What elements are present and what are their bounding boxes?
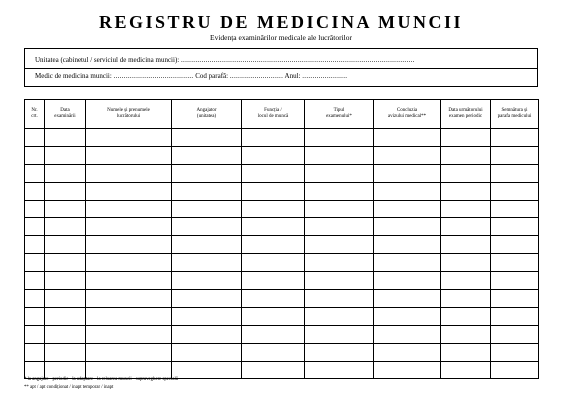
table-cell[interactable] (242, 164, 305, 182)
table-cell[interactable] (172, 236, 242, 254)
footnotes (24, 376, 178, 392)
table-cell[interactable] (491, 218, 539, 236)
col-header-signature: Semnătura și parafa medicului (491, 100, 539, 129)
table-cell[interactable] (305, 307, 374, 325)
table-cell[interactable] (25, 200, 45, 218)
table-row (25, 325, 539, 343)
table-cell[interactable] (491, 164, 539, 182)
table-cell[interactable] (172, 200, 242, 218)
table-row (25, 218, 539, 236)
table-cell[interactable] (491, 236, 539, 254)
table-cell[interactable] (491, 272, 539, 290)
table-cell[interactable] (374, 200, 441, 218)
table-row (25, 290, 539, 308)
unit-label: Unitatea (cabinetul / serviciul de medicina muncii): (35, 56, 180, 64)
table-cell[interactable] (441, 325, 491, 343)
table-cell[interactable] (441, 272, 491, 290)
table-cell[interactable] (25, 254, 45, 272)
table-cell[interactable] (45, 343, 86, 361)
table-row (25, 307, 539, 325)
table-cell[interactable] (25, 164, 45, 182)
table-cell[interactable] (86, 343, 172, 361)
table-cell[interactable] (86, 218, 172, 236)
table-cell[interactable] (86, 272, 172, 290)
table-cell[interactable] (86, 290, 172, 308)
table-cell[interactable] (491, 182, 539, 200)
table-cell[interactable] (441, 343, 491, 361)
table-cell[interactable] (374, 361, 441, 379)
table-cell[interactable] (374, 254, 441, 272)
table-cell[interactable] (86, 164, 172, 182)
table-cell[interactable] (305, 200, 374, 218)
col-header-exam-type: Tipul examenului* (305, 100, 374, 129)
table-cell[interactable] (441, 361, 491, 379)
table-cell[interactable] (491, 146, 539, 164)
table-cell[interactable] (374, 325, 441, 343)
table-cell[interactable] (45, 200, 86, 218)
table-cell[interactable] (242, 325, 305, 343)
doctor-line (35, 72, 347, 80)
table-cell[interactable] (305, 325, 374, 343)
table-cell[interactable] (242, 218, 305, 236)
table-cell[interactable] (242, 361, 305, 379)
table-cell[interactable] (441, 200, 491, 218)
table-cell[interactable] (86, 236, 172, 254)
table-cell[interactable] (25, 236, 45, 254)
col-header-next-exam: Data următorului examen periodic (441, 100, 491, 129)
table-cell[interactable] (305, 272, 374, 290)
table-cell[interactable] (172, 164, 242, 182)
table-row (25, 182, 539, 200)
table-cell[interactable] (305, 218, 374, 236)
table-cell[interactable] (86, 254, 172, 272)
table-cell[interactable] (374, 236, 441, 254)
table-header-row (25, 100, 539, 129)
table-cell[interactable] (25, 218, 45, 236)
table-cell[interactable] (441, 164, 491, 182)
unit-field[interactable]: .................................................................................................................. (180, 56, 415, 64)
table-cell[interactable] (25, 129, 45, 147)
table-cell[interactable] (441, 307, 491, 325)
table-cell[interactable] (172, 218, 242, 236)
table-row (25, 254, 539, 272)
table-cell[interactable] (242, 254, 305, 272)
table-cell[interactable] (242, 272, 305, 290)
table-cell[interactable] (172, 182, 242, 200)
table-cell[interactable] (25, 325, 45, 343)
table-cell[interactable] (172, 325, 242, 343)
register-table (24, 99, 539, 379)
table-cell[interactable] (242, 290, 305, 308)
table-cell[interactable] (374, 290, 441, 308)
table-cell[interactable] (374, 343, 441, 361)
year-label: Anul: (284, 72, 301, 80)
page-subtitle: Evidența examinărilor medicale ale lucrătorilor (209, 33, 353, 42)
table-cell[interactable] (305, 361, 374, 379)
table-cell[interactable] (491, 254, 539, 272)
doctor-field[interactable]: ....................................... (113, 72, 194, 80)
table-cell[interactable] (172, 343, 242, 361)
table-cell[interactable] (172, 272, 242, 290)
table-cell[interactable] (491, 200, 539, 218)
code-label: Cod parafă: (195, 72, 229, 80)
table-cell[interactable] (305, 236, 374, 254)
table-cell[interactable] (374, 164, 441, 182)
table-cell[interactable] (305, 164, 374, 182)
info-box (24, 48, 538, 87)
table-cell[interactable] (441, 290, 491, 308)
table-cell[interactable] (242, 343, 305, 361)
col-header-conclusion: Concluzia avizului medical** (374, 100, 441, 129)
col-header-function: Funcția / locul de muncă (242, 100, 305, 129)
table-cell[interactable] (172, 307, 242, 325)
table-cell[interactable] (491, 307, 539, 325)
table-cell[interactable] (45, 325, 86, 343)
table-cell[interactable] (172, 290, 242, 308)
table-cell[interactable] (491, 290, 539, 308)
table-cell[interactable] (441, 218, 491, 236)
table-cell[interactable] (374, 218, 441, 236)
table-cell[interactable] (45, 254, 86, 272)
table-cell[interactable] (242, 307, 305, 325)
table-cell[interactable] (86, 200, 172, 218)
year-field[interactable]: ...................... (302, 72, 348, 80)
table-cell[interactable] (305, 254, 374, 272)
table-cell[interactable] (45, 146, 86, 164)
table-cell[interactable] (305, 290, 374, 308)
table-cell[interactable] (491, 343, 539, 361)
col-header-date: Data examinării (45, 100, 86, 129)
table-cell[interactable] (45, 272, 86, 290)
table-row (25, 236, 539, 254)
table-cell[interactable] (491, 325, 539, 343)
col-header-name: Numele și prenumele lucrătorului (86, 100, 172, 129)
table-cell[interactable] (242, 146, 305, 164)
table-cell[interactable] (86, 307, 172, 325)
info-divider (25, 68, 537, 69)
col-header-employer: Angajator (unitatea) (172, 100, 242, 129)
table-cell[interactable] (25, 307, 45, 325)
footnote-exam-type: * la angajare · periodic · la adaptare · la reluarea muncii · supraveghere specială (24, 377, 178, 382)
table-cell[interactable] (305, 182, 374, 200)
table-cell[interactable] (305, 129, 374, 147)
table-cell[interactable] (25, 290, 45, 308)
table-cell[interactable] (25, 146, 45, 164)
table-row (25, 343, 539, 361)
table-cell[interactable] (441, 254, 491, 272)
table-cell[interactable] (441, 236, 491, 254)
footnote-conclusion: ** apt / apt condiționat / inapt temporar / inapt (24, 385, 114, 390)
table-cell[interactable] (374, 146, 441, 164)
page-title: REGISTRU DE MEDICINA MUNCII (98, 12, 464, 32)
table-cell[interactable] (242, 200, 305, 218)
table-row (25, 272, 539, 290)
table-cell[interactable] (172, 129, 242, 147)
col-header-nr: Nr. crt. (25, 100, 45, 129)
unit-line (35, 56, 415, 64)
table-cell[interactable] (374, 182, 441, 200)
table-cell[interactable] (242, 236, 305, 254)
table-cell[interactable] (86, 129, 172, 147)
table-body (25, 129, 539, 379)
table-row (25, 164, 539, 182)
table-row (25, 129, 539, 147)
table-cell[interactable] (45, 182, 86, 200)
table-cell[interactable] (374, 129, 441, 147)
table-row (25, 146, 539, 164)
table-cell[interactable] (305, 343, 374, 361)
code-field[interactable]: .......................... (229, 72, 284, 80)
table-cell[interactable] (242, 182, 305, 200)
table-cell[interactable] (45, 290, 86, 308)
table-cell[interactable] (374, 307, 441, 325)
table-cell[interactable] (45, 129, 86, 147)
table-cell[interactable] (86, 325, 172, 343)
table-cell[interactable] (25, 272, 45, 290)
table-cell[interactable] (242, 129, 305, 147)
table-cell[interactable] (491, 361, 539, 379)
doctor-label: Medic de medicina muncii: (35, 72, 112, 80)
table-cell[interactable] (441, 146, 491, 164)
table-cell[interactable] (441, 182, 491, 200)
table-cell[interactable] (25, 343, 45, 361)
table-cell[interactable] (374, 272, 441, 290)
table-cell[interactable] (172, 146, 242, 164)
table-cell[interactable] (45, 218, 86, 236)
table-cell[interactable] (305, 146, 374, 164)
table-cell[interactable] (86, 146, 172, 164)
table-cell[interactable] (86, 182, 172, 200)
table-row (25, 200, 539, 218)
table-cell[interactable] (45, 164, 86, 182)
table-cell[interactable] (172, 361, 242, 379)
table-cell[interactable] (491, 129, 539, 147)
table-cell[interactable] (441, 129, 491, 147)
table-cell[interactable] (25, 182, 45, 200)
table-cell[interactable] (45, 236, 86, 254)
table-cell[interactable] (172, 254, 242, 272)
table-cell[interactable] (45, 307, 86, 325)
